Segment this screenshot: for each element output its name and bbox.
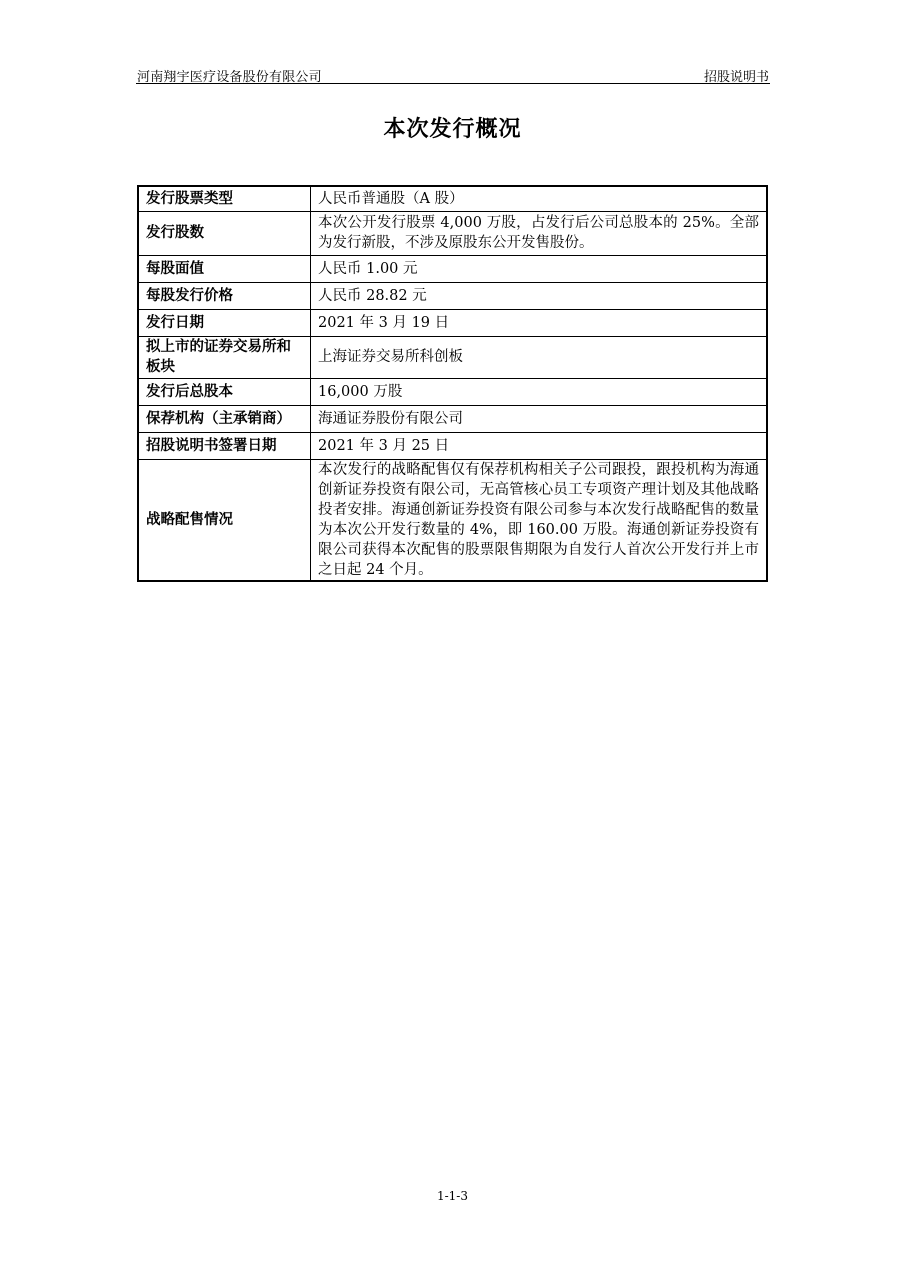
table-row-signing-date [138,432,767,459]
row-value: 本次发行的战略配售仅有保荐机构相关子公司跟投，跟投机构为海通创新证券投资有限公司，无高管核心员工专项资产理计划及其他战略投者安排。海通创新证券投资有限公司参与本次发行战略配售的数量为本次公开发行数量的 4%，即 160.00 万股。海通创新证券投资有限公司获得本次配售的股票限售期限为自发行人首次公开发行并上市之日起 24 个月。 [311,459,768,581]
page-title: 本次发行概况 [383,117,522,142]
row-value: 人民币 28.82 元 [311,282,768,309]
header-company-name: 河南翔宇医疗设备股份有限公司 [137,70,322,85]
page-number: 1-1-3 [436,1189,468,1203]
row-label: 每股发行价格 [138,282,311,309]
table-row-share-count [138,211,767,255]
offering-overview-table [137,185,768,582]
row-label: 发行后总股本 [138,378,311,405]
row-value: 海通证券股份有限公司 [311,405,768,432]
row-label: 每股面值 [138,255,311,282]
row-label: 发行日期 [138,309,311,336]
table-row-issue-date [138,309,767,336]
row-label: 保荐机构（主承销商） [138,405,311,432]
row-label: 发行股票类型 [138,186,311,211]
table-row-total-shares [138,378,767,405]
table-row-par-value [138,255,767,282]
row-value: 上海证券交易所科创板 [311,336,768,378]
row-label: 招股说明书签署日期 [138,432,311,459]
table-row-issue-price [138,282,767,309]
table-row-stock-type [138,186,767,211]
table-row-strategic-placement [138,459,767,581]
table-row-sponsor [138,405,767,432]
row-value: 2021 年 3 月 19 日 [311,309,768,336]
row-label: 发行股数 [138,211,311,255]
row-value: 人民币普通股（A 股） [311,186,768,211]
row-label: 战略配售情况 [138,459,311,581]
row-label: 拟上市的证券交易所和板块 [138,336,311,378]
header-divider [136,83,770,84]
row-value: 16,000 万股 [311,378,768,405]
row-value: 2021 年 3 月 25 日 [311,432,768,459]
table-row-exchange [138,336,767,378]
header-document-type: 招股说明书 [703,70,769,85]
row-value: 本次公开发行股票 4,000 万股，占发行后公司总股本的 25%。全部为发行新股，不涉及原股东公开发售股份。 [311,211,768,255]
row-value: 人民币 1.00 元 [311,255,768,282]
